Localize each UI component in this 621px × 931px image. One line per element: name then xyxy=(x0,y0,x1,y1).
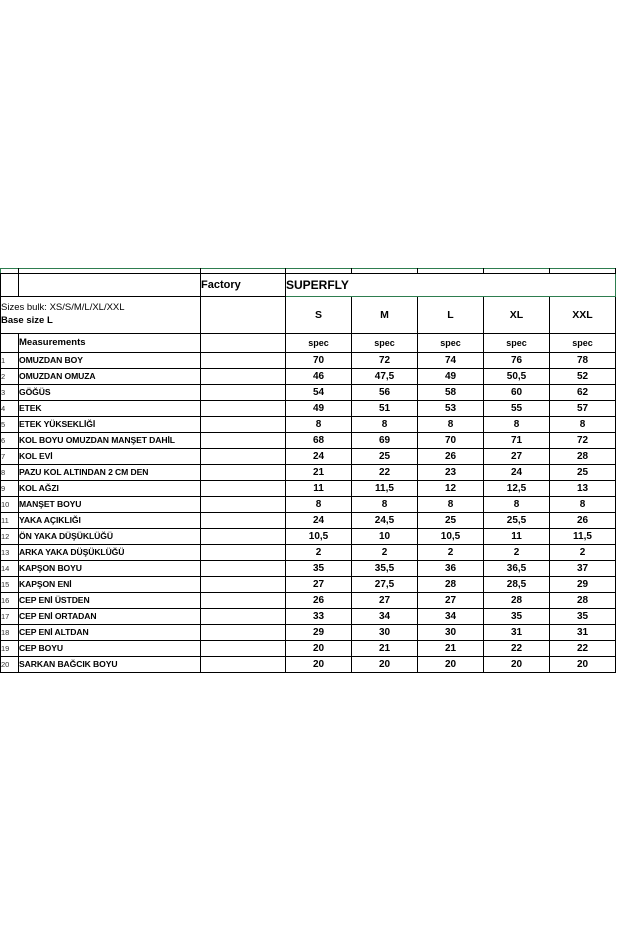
measurement-value-xl: 36,5 xyxy=(484,561,550,577)
measurement-name-cell: KOL EVİ xyxy=(19,449,201,465)
measurement-value-m: 10 xyxy=(352,529,418,545)
spec-label-m: spec xyxy=(352,334,418,353)
table-body xyxy=(1,269,616,673)
measurement-name-cell: ARKA YAKA DÜŞÜKLÜĞÜ xyxy=(19,545,201,561)
measurement-name-cell: SARKAN BAĞCIK BOYU xyxy=(19,657,201,673)
table-row xyxy=(1,401,616,417)
measurement-value-xxl: 8 xyxy=(550,497,616,513)
row-number-cell: 2 xyxy=(1,369,19,385)
measurement-value-m: 2 xyxy=(352,545,418,561)
measurement-value-xl: 22 xyxy=(484,641,550,657)
table-row xyxy=(1,353,616,369)
row-number-cell: 13 xyxy=(1,545,19,561)
factory-value-cell xyxy=(201,465,286,481)
measurement-value-xl: 28,5 xyxy=(484,577,550,593)
measurement-name-cell: ÖN YAKA DÜŞÜKLÜĞÜ xyxy=(19,529,201,545)
measurement-name-cell: KOL AĞZI xyxy=(19,481,201,497)
table-row xyxy=(1,529,616,545)
measurement-value-m: 34 xyxy=(352,609,418,625)
factory-value-cell xyxy=(201,561,286,577)
measurement-value-s: 11 xyxy=(286,481,352,497)
measurement-value-xxl: 72 xyxy=(550,433,616,449)
measurement-value-s: 20 xyxy=(286,641,352,657)
sizes-bulk-note xyxy=(1,297,201,334)
measurement-value-m: 30 xyxy=(352,625,418,641)
table-row xyxy=(1,657,616,673)
factory-value-cell xyxy=(201,625,286,641)
measurement-value-l: 58 xyxy=(418,385,484,401)
measurement-name-cell: GÖĞÜS xyxy=(19,385,201,401)
size-header-m: M xyxy=(352,297,418,334)
row-number-cell: 6 xyxy=(1,433,19,449)
spec-label-l: spec xyxy=(418,334,484,353)
measurement-value-s: 70 xyxy=(286,353,352,369)
measurement-value-l: 74 xyxy=(418,353,484,369)
factory-value-cell xyxy=(201,577,286,593)
measurement-value-xxl: 8 xyxy=(550,417,616,433)
spec-label-xxl: spec xyxy=(550,334,616,353)
measurement-value-s: 49 xyxy=(286,401,352,417)
row-number-cell: 5 xyxy=(1,417,19,433)
table-row xyxy=(1,417,616,433)
measurement-value-s: 10,5 xyxy=(286,529,352,545)
measurement-value-m: 11,5 xyxy=(352,481,418,497)
measurement-name-cell: YAKA AÇIKLIĞI xyxy=(19,513,201,529)
measurement-value-l: 21 xyxy=(418,641,484,657)
measurement-value-s: 35 xyxy=(286,561,352,577)
factory-value-cell xyxy=(201,433,286,449)
table-row xyxy=(1,497,616,513)
measurement-value-m: 27,5 xyxy=(352,577,418,593)
measurement-name-cell: OMUZDAN OMUZA xyxy=(19,369,201,385)
base-size-line: Base size L xyxy=(1,315,53,326)
measurement-value-m: 22 xyxy=(352,465,418,481)
factory-column-cell xyxy=(201,297,286,334)
brand-header-cell: SUPERFLY xyxy=(286,274,616,297)
measurement-value-l: 34 xyxy=(418,609,484,625)
factory-header-cell: Factory xyxy=(201,274,286,297)
spec-header-row xyxy=(1,334,616,353)
factory-value-cell xyxy=(201,481,286,497)
measurement-value-xxl: 31 xyxy=(550,625,616,641)
measurement-value-m: 8 xyxy=(352,497,418,513)
measurement-value-l: 70 xyxy=(418,433,484,449)
measurement-value-xl: 35 xyxy=(484,609,550,625)
measurement-value-s: 26 xyxy=(286,593,352,609)
measurement-value-xl: 8 xyxy=(484,497,550,513)
measurement-value-xxl: 57 xyxy=(550,401,616,417)
measurement-value-m: 24,5 xyxy=(352,513,418,529)
row-number-cell: 17 xyxy=(1,609,19,625)
measurement-value-xl: 28 xyxy=(484,593,550,609)
measurement-name-cell: CEP ENİ ALTDAN xyxy=(19,625,201,641)
measurement-value-l: 53 xyxy=(418,401,484,417)
row-number-cell: 20 xyxy=(1,657,19,673)
measurement-value-xl: 76 xyxy=(484,353,550,369)
table-row xyxy=(1,577,616,593)
measurement-value-xxl: 11,5 xyxy=(550,529,616,545)
measurement-value-l: 36 xyxy=(418,561,484,577)
measurement-value-s: 33 xyxy=(286,609,352,625)
table-row xyxy=(1,465,616,481)
measurement-value-xxl: 2 xyxy=(550,545,616,561)
measurement-value-l: 12 xyxy=(418,481,484,497)
row-number-cell: 7 xyxy=(1,449,19,465)
row-number-cell: 12 xyxy=(1,529,19,545)
measurement-value-xxl: 22 xyxy=(550,641,616,657)
measurement-value-l: 27 xyxy=(418,593,484,609)
measurement-name-cell: CEP ENİ ORTADAN xyxy=(19,609,201,625)
measurement-name-cell: KAPŞON BOYU xyxy=(19,561,201,577)
table-row xyxy=(1,449,616,465)
measurement-value-s: 24 xyxy=(286,449,352,465)
measurement-name-cell: KOL BOYU OMUZDAN MANŞET DAHİL xyxy=(19,433,201,449)
measurement-value-s: 27 xyxy=(286,577,352,593)
measurements-header-cell: Measurements xyxy=(19,334,201,353)
row-number-cell: 10 xyxy=(1,497,19,513)
measurement-value-s: 24 xyxy=(286,513,352,529)
measurement-value-l: 8 xyxy=(418,417,484,433)
row-number-cell: 9 xyxy=(1,481,19,497)
measurement-value-xxl: 13 xyxy=(550,481,616,497)
factory-column-cell xyxy=(201,334,286,353)
measurement-value-xxl: 25 xyxy=(550,465,616,481)
table-row xyxy=(1,641,616,657)
brand-row-spacer xyxy=(1,274,19,297)
size-header-l: L xyxy=(418,297,484,334)
spec-label-xl: spec xyxy=(484,334,550,353)
measurement-value-xl: 11 xyxy=(484,529,550,545)
table-row xyxy=(1,385,616,401)
measurement-value-l: 8 xyxy=(418,497,484,513)
measurement-value-xl: 60 xyxy=(484,385,550,401)
measurement-value-xxl: 28 xyxy=(550,449,616,465)
table-row xyxy=(1,513,616,529)
measurement-value-xxl: 20 xyxy=(550,657,616,673)
row-number-cell: 4 xyxy=(1,401,19,417)
row-number-cell: 14 xyxy=(1,561,19,577)
factory-value-cell xyxy=(201,497,286,513)
measurement-value-xxl: 29 xyxy=(550,577,616,593)
measurement-name-cell: CEP BOYU xyxy=(19,641,201,657)
measurement-value-xl: 2 xyxy=(484,545,550,561)
measurement-value-s: 29 xyxy=(286,625,352,641)
row-number-cell: 18 xyxy=(1,625,19,641)
measurement-value-m: 69 xyxy=(352,433,418,449)
size-chart-container xyxy=(0,268,621,673)
measurement-value-xxl: 52 xyxy=(550,369,616,385)
measurement-value-l: 2 xyxy=(418,545,484,561)
size-chart-table xyxy=(0,268,616,673)
measurement-value-s: 8 xyxy=(286,497,352,513)
sizes-header-row xyxy=(1,297,616,334)
measurement-name-cell: CEP ENİ ÜSTDEN xyxy=(19,593,201,609)
brand-header-row xyxy=(1,274,616,297)
row-number-cell: 1 xyxy=(1,353,19,369)
measurement-name-cell: MANŞET BOYU xyxy=(19,497,201,513)
measurement-value-xxl: 78 xyxy=(550,353,616,369)
table-row xyxy=(1,609,616,625)
measurement-value-l: 20 xyxy=(418,657,484,673)
measurement-value-xl: 25,5 xyxy=(484,513,550,529)
measurement-value-s: 54 xyxy=(286,385,352,401)
table-row xyxy=(1,561,616,577)
factory-value-cell xyxy=(201,449,286,465)
factory-value-cell xyxy=(201,593,286,609)
factory-value-cell xyxy=(201,545,286,561)
factory-value-cell xyxy=(201,417,286,433)
measurement-value-m: 8 xyxy=(352,417,418,433)
measurement-name-cell: PAZU KOL ALTINDAN 2 CM DEN xyxy=(19,465,201,481)
row-number-cell: 19 xyxy=(1,641,19,657)
factory-value-cell xyxy=(201,401,286,417)
measurement-value-xl: 31 xyxy=(484,625,550,641)
row-number-cell: 16 xyxy=(1,593,19,609)
measurement-value-m: 20 xyxy=(352,657,418,673)
measurement-name-cell: KAPŞON ENİ xyxy=(19,577,201,593)
measurement-value-l: 49 xyxy=(418,369,484,385)
measurement-value-s: 8 xyxy=(286,417,352,433)
measurement-value-m: 21 xyxy=(352,641,418,657)
measurement-value-xl: 20 xyxy=(484,657,550,673)
measurement-value-xxl: 28 xyxy=(550,593,616,609)
measurement-value-m: 27 xyxy=(352,593,418,609)
factory-value-cell xyxy=(201,657,286,673)
measurement-value-l: 26 xyxy=(418,449,484,465)
measurement-value-m: 47,5 xyxy=(352,369,418,385)
measurement-value-xl: 55 xyxy=(484,401,550,417)
measurement-value-m: 56 xyxy=(352,385,418,401)
table-row xyxy=(1,481,616,497)
table-row xyxy=(1,433,616,449)
measurement-value-xl: 27 xyxy=(484,449,550,465)
spec-label-s: spec xyxy=(286,334,352,353)
size-header-xxl: XXL xyxy=(550,297,616,334)
measurement-value-xl: 12,5 xyxy=(484,481,550,497)
measurement-value-xxl: 62 xyxy=(550,385,616,401)
brand-row-spacer xyxy=(19,274,201,297)
row-number-cell: 15 xyxy=(1,577,19,593)
measurement-value-xxl: 26 xyxy=(550,513,616,529)
measurement-value-l: 10,5 xyxy=(418,529,484,545)
measurement-value-l: 30 xyxy=(418,625,484,641)
measurement-name-cell: ETEK YÜKSEKLİĞİ xyxy=(19,417,201,433)
measurement-value-m: 51 xyxy=(352,401,418,417)
measurement-value-s: 68 xyxy=(286,433,352,449)
row-number-cell: 3 xyxy=(1,385,19,401)
table-row xyxy=(1,625,616,641)
measurement-value-m: 72 xyxy=(352,353,418,369)
measurement-value-xl: 8 xyxy=(484,417,550,433)
measurement-value-l: 28 xyxy=(418,577,484,593)
factory-value-cell xyxy=(201,529,286,545)
measurement-value-xxl: 37 xyxy=(550,561,616,577)
measurement-value-m: 35,5 xyxy=(352,561,418,577)
factory-value-cell xyxy=(201,385,286,401)
row-number-cell: 11 xyxy=(1,513,19,529)
measurement-name-cell: OMUZDAN BOY xyxy=(19,353,201,369)
measurement-value-l: 25 xyxy=(418,513,484,529)
measurement-value-s: 21 xyxy=(286,465,352,481)
row-number-header xyxy=(1,334,19,353)
factory-value-cell xyxy=(201,513,286,529)
measurement-value-xxl: 35 xyxy=(550,609,616,625)
size-header-xl: XL xyxy=(484,297,550,334)
measurement-value-xl: 50,5 xyxy=(484,369,550,385)
measurement-value-m: 25 xyxy=(352,449,418,465)
factory-value-cell xyxy=(201,641,286,657)
factory-value-cell xyxy=(201,353,286,369)
table-row xyxy=(1,545,616,561)
measurement-value-xl: 71 xyxy=(484,433,550,449)
measurement-value-xl: 24 xyxy=(484,465,550,481)
measurement-value-s: 2 xyxy=(286,545,352,561)
row-number-cell: 8 xyxy=(1,465,19,481)
size-header-s: S xyxy=(286,297,352,334)
table-row xyxy=(1,369,616,385)
factory-value-cell xyxy=(201,609,286,625)
measurement-value-s: 20 xyxy=(286,657,352,673)
factory-value-cell xyxy=(201,369,286,385)
measurement-value-l: 23 xyxy=(418,465,484,481)
measurement-name-cell: ETEK xyxy=(19,401,201,417)
sizes-bulk-line: Sizes bulk: XS/S/M/L/XL/XXL xyxy=(1,302,125,314)
table-row xyxy=(1,593,616,609)
measurement-value-s: 46 xyxy=(286,369,352,385)
